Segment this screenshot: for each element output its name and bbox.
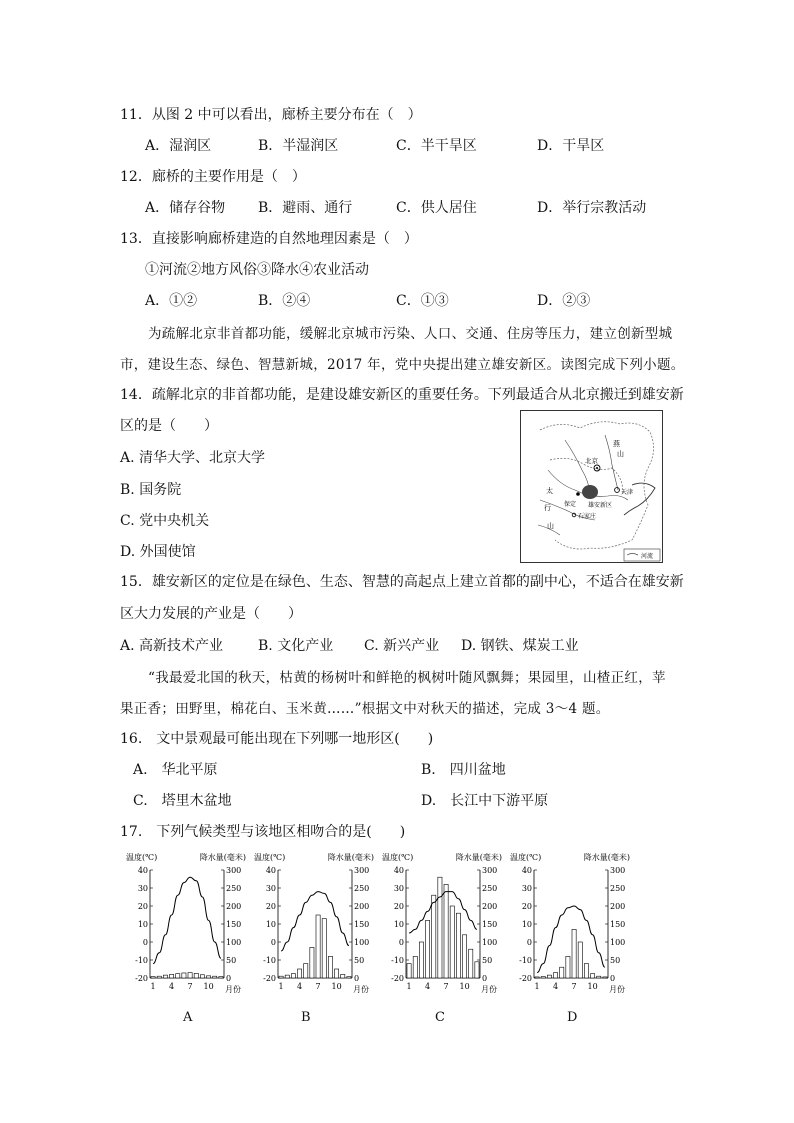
- precip-bar: [316, 915, 320, 978]
- precip-bar: [456, 913, 460, 978]
- precip-bar: [419, 942, 423, 978]
- month-tick-label: 4: [553, 982, 559, 991]
- q14-stem-line1: 14．疏解北京的非首都功能，是建设雄安新区的重要任务。下列最适合从北京搬迁到雄安新: [120, 387, 684, 403]
- precip-tick-label: 100: [354, 938, 370, 947]
- month-tick-label: 1: [406, 982, 412, 991]
- q11-option-b: B．半湿润区: [258, 138, 339, 154]
- month-tick-label: 7: [187, 982, 193, 991]
- temp-tick-label: 40: [137, 866, 148, 875]
- precip-bar: [438, 877, 442, 978]
- temp-tick-label: 40: [521, 866, 532, 875]
- q13-option-a: A．①②: [145, 293, 198, 309]
- precip-tick-label: 50: [482, 956, 493, 965]
- temp-axis-label: 温度(℃): [382, 853, 414, 862]
- precip-tick-label: 50: [610, 956, 621, 965]
- precip-bar: [566, 956, 570, 978]
- temp-tick-label: 30: [521, 884, 532, 893]
- climate-chart-d: [510, 850, 630, 1000]
- q15-option-c: C. 新兴产业: [364, 638, 440, 654]
- q16-option-d: D. 长江中下游平原: [421, 793, 549, 809]
- month-tick-label: 1: [150, 982, 156, 991]
- precip-bar: [547, 975, 551, 978]
- temp-axis-label: 温度(℃): [510, 853, 542, 862]
- precip-tick-label: 150: [354, 920, 370, 929]
- precip-bar: [188, 973, 192, 978]
- q14-option-b: B. 国务院: [120, 482, 182, 498]
- precip-tick-label: 300: [610, 866, 626, 875]
- precip-tick-label: 300: [354, 866, 370, 875]
- temp-tick-label: 20: [393, 902, 404, 911]
- precip-axis-label: 降水量(毫米): [455, 853, 502, 862]
- q11-stem: 11．从图 2 中可以看出，廊桥主要分布在（ ）: [120, 107, 422, 123]
- map-label-tianjin: 天津: [621, 489, 634, 496]
- map-label-yan: 燕: [613, 440, 620, 448]
- precip-tick-label: 100: [226, 938, 242, 947]
- q11-option-d: D．干旱区: [537, 138, 605, 154]
- temp-tick-label: -20: [519, 974, 532, 983]
- month-axis-label: 月份: [481, 985, 497, 994]
- precip-bar: [151, 977, 155, 978]
- temp-tick-label: 30: [137, 884, 148, 893]
- precip-tick-label: 300: [226, 866, 242, 875]
- precip-tick-label: 100: [610, 938, 626, 947]
- chart-label-b: B: [301, 1010, 311, 1025]
- temp-tick-label: 40: [265, 866, 276, 875]
- q13-option-c: C．①③: [396, 293, 449, 309]
- precip-bar: [279, 976, 283, 978]
- precip-bar: [182, 973, 186, 978]
- precip-bar: [157, 976, 161, 978]
- precip-bar: [560, 967, 564, 978]
- chart-label-a: A: [183, 1010, 193, 1025]
- q16-stem: 16. 文中景观最可能出现在下列哪一地形区( ): [120, 731, 434, 747]
- temp-tick-label: 20: [137, 902, 148, 911]
- precip-bar: [335, 969, 339, 978]
- precip-bar: [535, 977, 539, 978]
- temp-tick-label: -10: [135, 956, 148, 965]
- temperature-line: [153, 877, 221, 963]
- xiongan-intro-line2: 市，建设生态、绿色、智慧新城，2017 年，党中央提出建立雄安新区。读图完成下列小题。: [120, 357, 685, 373]
- month-tick-label: 10: [331, 982, 342, 991]
- q15-stem-line2: 区大力发展的产业是（ ）: [120, 606, 302, 622]
- precip-bar: [426, 920, 430, 978]
- precip-tick-label: 150: [610, 920, 626, 929]
- temp-tick-label: -20: [391, 974, 404, 983]
- q14-option-c: C. 党中央机关: [120, 513, 210, 529]
- q16-option-a: A. 华北平原: [133, 762, 218, 778]
- temp-axis-label: 温度(℃): [126, 853, 158, 862]
- temp-tick-label: -10: [263, 956, 276, 965]
- precip-bar: [291, 974, 295, 978]
- q13-option-d: D．②③: [537, 293, 591, 309]
- precip-bar: [310, 947, 314, 978]
- q11-option-a: A．湿润区: [145, 138, 212, 154]
- q16-option-c: C. 塔里木盆地: [133, 793, 232, 809]
- precip-bar: [572, 929, 576, 978]
- precip-bar: [578, 942, 582, 978]
- temperature-line: [537, 906, 605, 973]
- precip-bar: [322, 919, 326, 978]
- precip-tick-label: 100: [482, 938, 498, 947]
- month-axis-label: 月份: [225, 985, 241, 994]
- q13-stem: 13．直接影响廊桥建造的自然地理因素是（ ）: [120, 231, 418, 247]
- precip-bar: [450, 906, 454, 978]
- temp-tick-label: 0: [142, 938, 148, 947]
- precip-tick-label: 0: [226, 974, 232, 983]
- map-label-beijing: 北京: [585, 457, 598, 465]
- month-axis-label: 月份: [353, 985, 369, 994]
- precip-bar: [413, 956, 417, 978]
- temp-tick-label: -20: [135, 974, 148, 983]
- q15-stem-line1: 15．雄安新区的定位是在绿色、生态、智慧的高起点上建立首都的副中心，不适合在雄安新: [120, 574, 684, 590]
- precip-bar: [194, 973, 198, 978]
- precip-bar: [554, 973, 558, 978]
- climate-chart-a: [126, 850, 246, 1000]
- precip-tick-label: 200: [226, 902, 242, 911]
- month-tick-label: 7: [443, 982, 449, 991]
- map-label-shijiazhuang: 石家庄: [578, 513, 597, 520]
- map-label-shan2: 山: [547, 522, 554, 530]
- precip-bar: [298, 969, 302, 978]
- precip-tick-label: 50: [354, 956, 365, 965]
- month-tick-label: 10: [459, 982, 470, 991]
- precip-tick-label: 150: [226, 920, 242, 929]
- q14-option-d: D. 外国使馆: [120, 544, 196, 560]
- precip-axis-label: 降水量(毫米): [199, 853, 246, 862]
- precip-tick-label: 250: [354, 884, 370, 893]
- month-tick-label: 1: [534, 982, 540, 991]
- map-label-shan1: 山: [617, 450, 624, 458]
- precip-tick-label: 0: [482, 974, 488, 983]
- precip-bar: [591, 974, 595, 978]
- temp-tick-label: 10: [521, 920, 532, 929]
- q17-stem: 17. 下列气候类型与该地区相吻合的是( ): [120, 824, 406, 840]
- temp-tick-label: 10: [393, 920, 404, 929]
- precip-bar: [213, 976, 217, 978]
- precip-bar: [469, 949, 473, 978]
- temp-tick-label: 0: [270, 938, 276, 947]
- precip-bar: [347, 977, 351, 978]
- month-tick-label: 4: [297, 982, 303, 991]
- xiongan-location-map: [520, 410, 663, 563]
- temp-tick-label: 30: [393, 884, 404, 893]
- precip-bar: [584, 964, 588, 978]
- precip-axis-label: 降水量(毫米): [327, 853, 374, 862]
- q12-stem: 12．廊桥的主要作用是（ ）: [120, 169, 306, 185]
- month-tick-label: 10: [203, 982, 214, 991]
- precip-bar: [463, 935, 467, 978]
- q16-option-b: B. 四川盆地: [421, 762, 506, 778]
- climate-chart-b: [254, 850, 374, 1000]
- autumn-intro-line2: 果正香；田野里，棉花白、玉米黄……”根据文中对秋天的描述，完成 3～4 题。: [120, 701, 610, 717]
- map-label-tai: 太: [546, 487, 553, 495]
- map-label-xing: 行: [544, 504, 551, 512]
- month-tick-label: 7: [315, 982, 321, 991]
- precip-axis-label: 降水量(毫米): [583, 853, 630, 862]
- map-legend-river: 河流: [641, 553, 654, 560]
- q14-stem-line2: 区的是（ ）: [120, 418, 218, 434]
- q12-option-b: B．避雨、通行: [258, 200, 353, 216]
- autumn-intro-line1: “我最爱北国的秋天，枯黄的杨树叶和鲜艳的枫树叶随风飘舞；果园里，山楂正红，苹: [148, 670, 666, 686]
- map-label-baoding: 保定: [564, 501, 577, 508]
- q11-option-c: C．半干旱区: [396, 138, 477, 154]
- month-tick-label: 4: [425, 982, 431, 991]
- temp-tick-label: 20: [265, 902, 276, 911]
- precip-tick-label: 300: [482, 866, 498, 875]
- precip-tick-label: 250: [610, 884, 626, 893]
- climate-chart-c: [382, 850, 502, 1000]
- temp-tick-label: 40: [393, 866, 404, 875]
- temp-tick-label: -10: [391, 956, 404, 965]
- map-label-xiongan: 雄安新区: [588, 502, 613, 509]
- xiongan-intro-line1: 为疏解北京非首都功能，缓解北京城市污染、人口、交通、住房等压力，建立创新型城: [148, 326, 673, 342]
- precip-bar: [444, 884, 448, 978]
- temp-tick-label: -10: [519, 956, 532, 965]
- temp-tick-label: 30: [265, 884, 276, 893]
- precip-bar: [541, 977, 545, 978]
- precip-bar: [170, 974, 174, 978]
- precip-bar: [304, 964, 308, 978]
- temp-tick-label: 0: [526, 938, 532, 947]
- precip-bar: [407, 964, 411, 978]
- precip-bar: [328, 956, 332, 978]
- precip-bar: [176, 974, 180, 978]
- chart-label-d: D: [567, 1010, 578, 1025]
- precip-tick-label: 150: [482, 920, 498, 929]
- month-axis-label: 月份: [609, 985, 625, 994]
- precip-tick-label: 200: [610, 902, 626, 911]
- precip-bar: [219, 977, 223, 978]
- q12-option-a: A．储存谷物: [145, 200, 226, 216]
- q15-option-b: B. 文化产业: [258, 638, 334, 654]
- q14-option-a: A. 清华大学、北京大学: [120, 450, 266, 466]
- precip-tick-label: 200: [482, 902, 498, 911]
- precip-bar: [163, 975, 167, 978]
- month-tick-label: 7: [571, 982, 577, 991]
- precip-tick-label: 250: [482, 884, 498, 893]
- month-tick-label: 4: [169, 982, 175, 991]
- precip-tick-label: 250: [226, 884, 242, 893]
- precip-bar: [341, 974, 345, 978]
- q12-option-d: D．举行宗教活动: [537, 200, 647, 216]
- precip-tick-label: 0: [354, 974, 360, 983]
- precip-tick-label: 50: [226, 956, 237, 965]
- month-tick-label: 10: [587, 982, 598, 991]
- precip-bar: [285, 975, 289, 978]
- temperature-line: [409, 892, 477, 933]
- precip-tick-label: 200: [354, 902, 370, 911]
- q13-items: ①河流②地方风俗③降水④农业活动: [145, 262, 369, 278]
- q13-option-b: B．②④: [258, 293, 311, 309]
- temp-tick-label: 0: [398, 938, 404, 947]
- precip-bar: [200, 975, 204, 978]
- temperature-line: [281, 892, 349, 951]
- temp-tick-label: 10: [137, 920, 148, 929]
- temp-tick-label: 10: [265, 920, 276, 929]
- temp-tick-label: 20: [521, 902, 532, 911]
- precip-bar: [432, 895, 436, 978]
- q15-option-a: A. 高新技术产业: [120, 638, 224, 654]
- precip-bar: [597, 976, 601, 978]
- temp-axis-label: 温度(℃): [254, 853, 286, 862]
- chart-label-c: C: [435, 1010, 445, 1025]
- precip-bar: [475, 962, 479, 978]
- temp-tick-label: -20: [263, 974, 276, 983]
- precip-tick-label: 0: [610, 974, 616, 983]
- precip-bar: [603, 977, 607, 978]
- month-tick-label: 1: [278, 982, 284, 991]
- precip-bar: [207, 976, 211, 978]
- q15-option-d: D. 钢铁、煤炭工业: [461, 638, 579, 654]
- q12-option-c: C．供人居住: [396, 200, 477, 216]
